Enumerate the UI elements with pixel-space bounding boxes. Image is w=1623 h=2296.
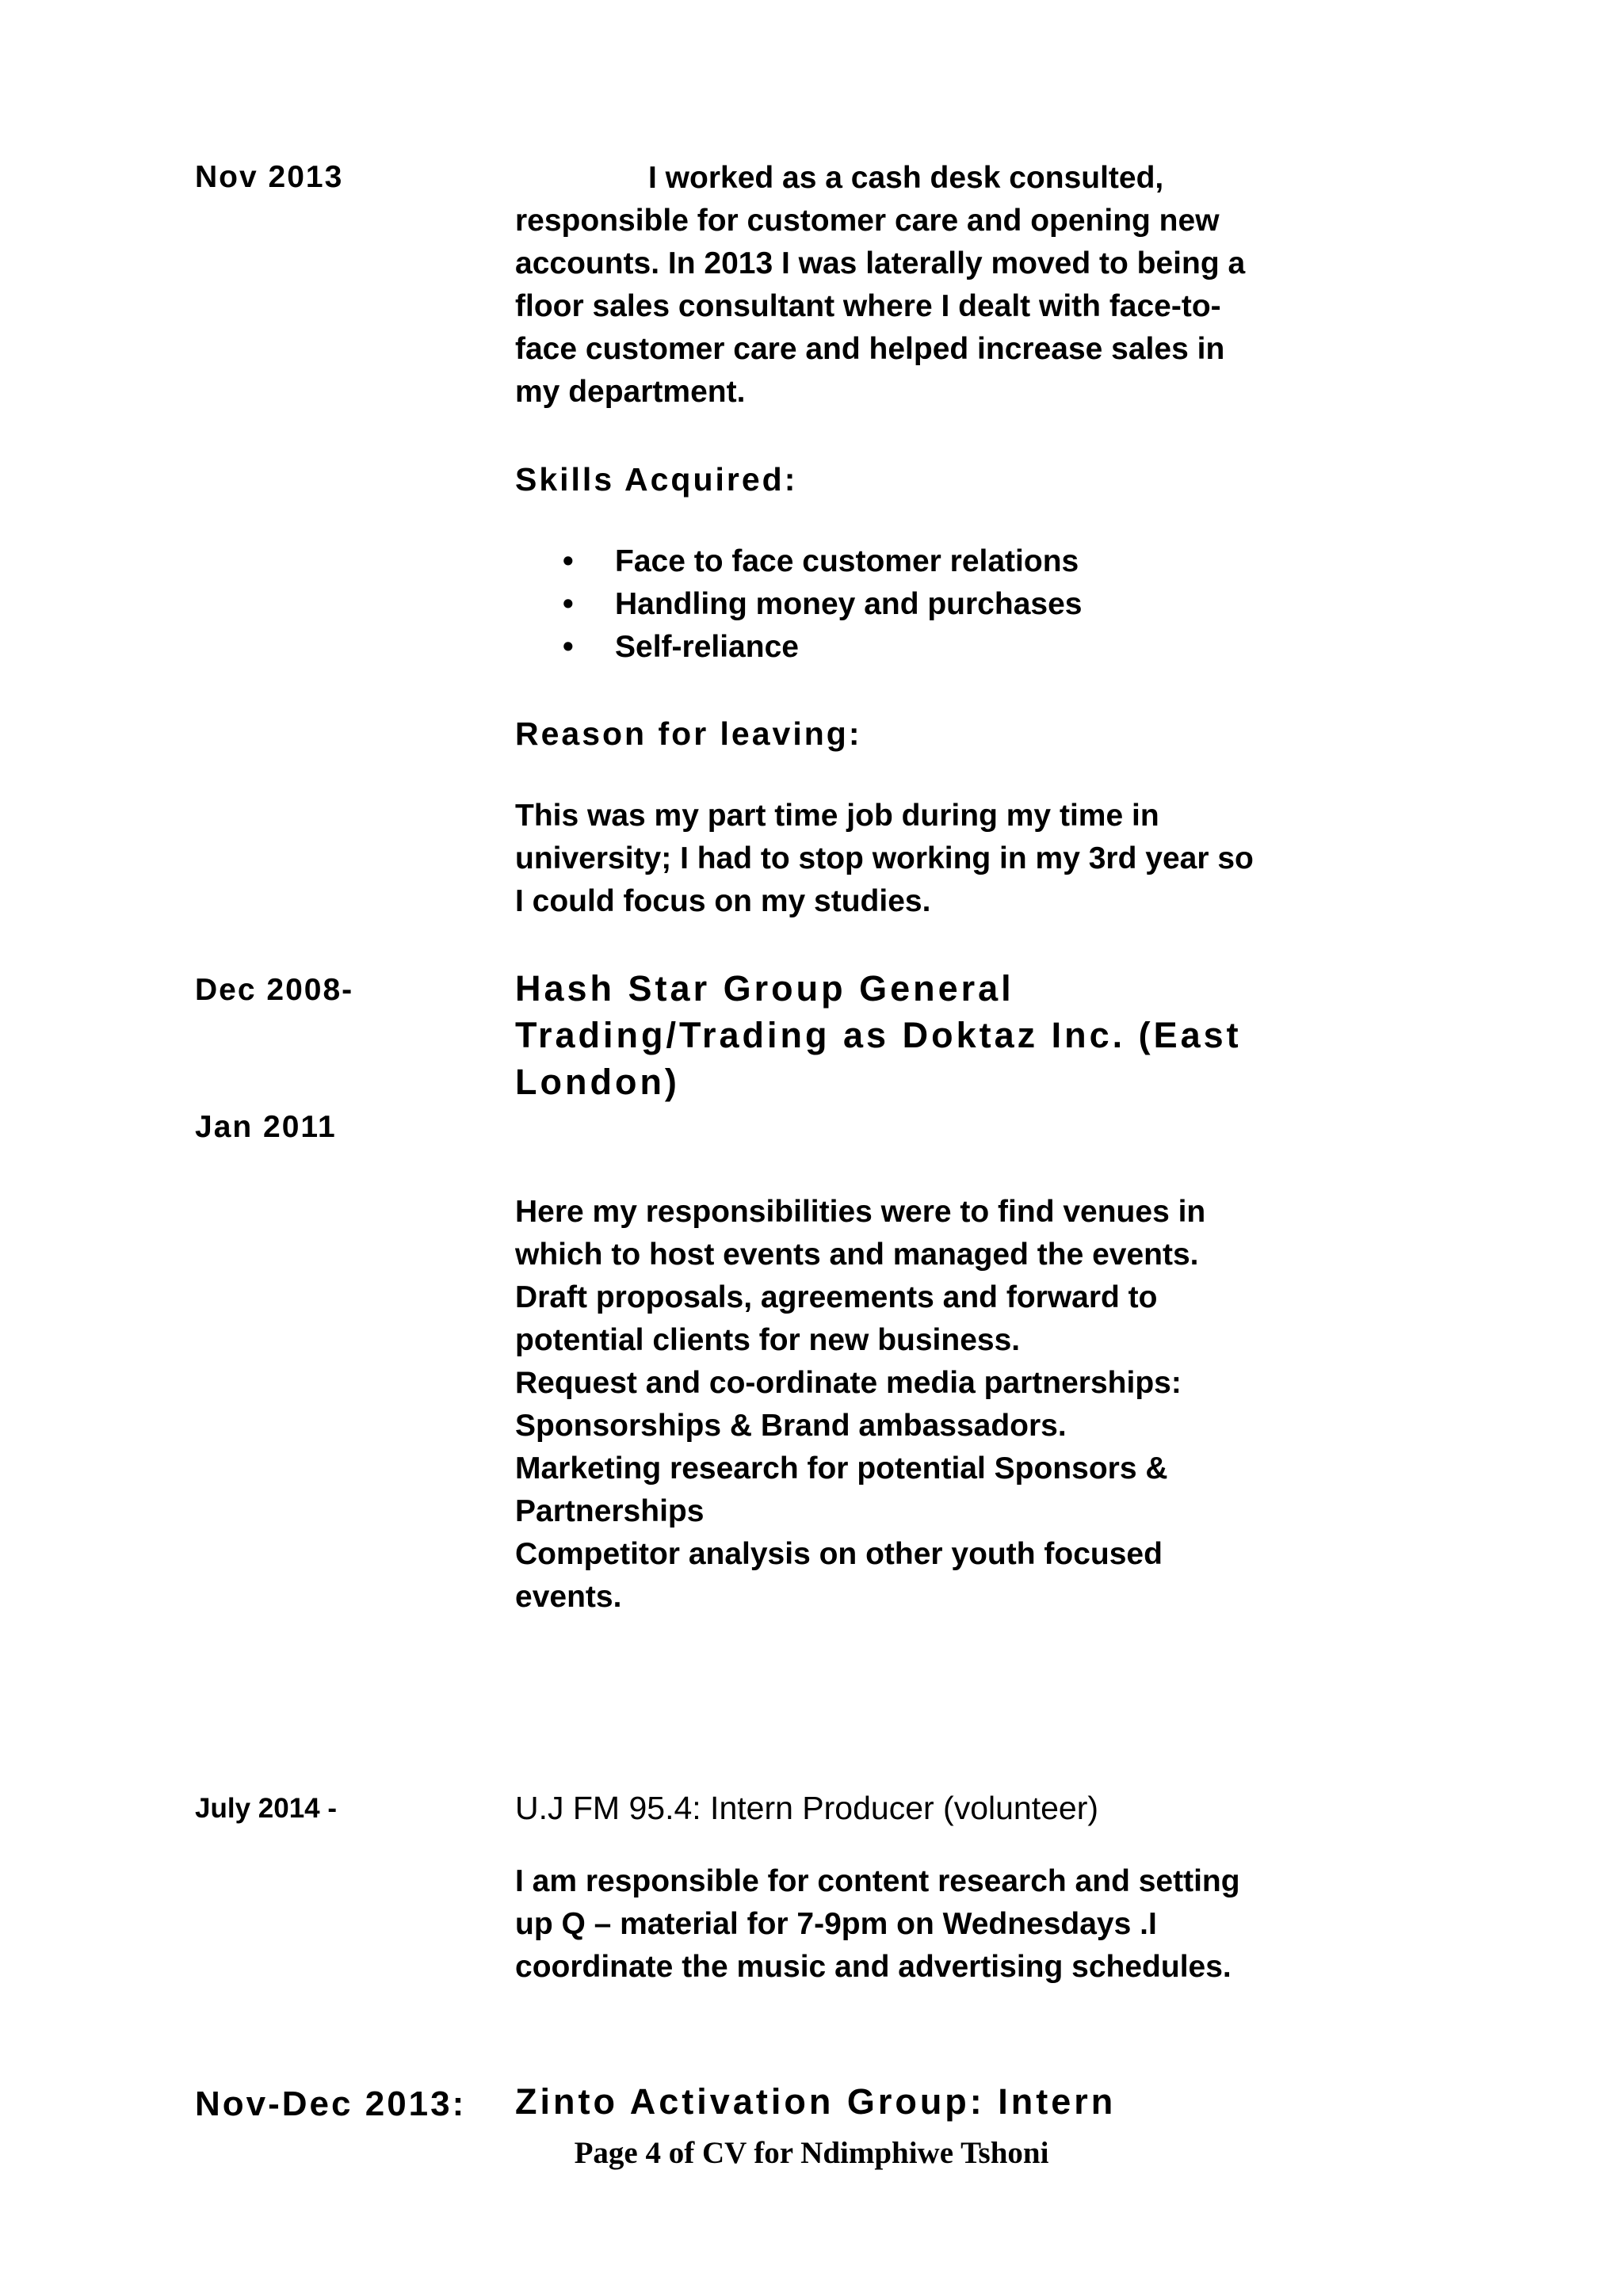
- description-line: I am responsible for content research and setting: [515, 1864, 1240, 1898]
- description-line: potential clients for new business.: [515, 1323, 1021, 1357]
- skill-item: • Self-reliance: [515, 626, 1411, 669]
- date-nov-dec-2013: Nov-Dec 2013:: [195, 2084, 467, 2123]
- description-line: face customer care and helped increase sales in: [515, 332, 1225, 366]
- zinto-title: Zinto Activation Group: Intern: [515, 2081, 1117, 2122]
- description-line: which to host events and managed the events.: [515, 1238, 1199, 1272]
- date-nov-2013: Nov 2013: [195, 160, 344, 194]
- date-jan-2011: Jan 2011: [195, 1110, 337, 1144]
- skills-list: [515, 540, 1411, 669]
- description-line: events.: [515, 1580, 622, 1614]
- skill-item: • Face to face customer relations: [515, 540, 1411, 583]
- reason-text: [515, 795, 1411, 923]
- title-line: Trading/Trading as Doktaz Inc. (East: [515, 1015, 1242, 1055]
- hash-star-description: [515, 1191, 1411, 1619]
- reason-line: university; I had to stop working in my 3rd year so: [515, 841, 1254, 875]
- description-line: Here my responsibilities were to find venues in: [515, 1195, 1206, 1229]
- page-footer: Page 4 of CV for Ndimphiwe Tshoni: [574, 2136, 1049, 2170]
- skill-item: • Handling money and purchases: [515, 583, 1411, 626]
- description-line: accounts. In 2013 I was laterally moved to being a: [515, 246, 1246, 280]
- description-line: Partnerships: [515, 1494, 705, 1528]
- skills-heading: Skills Acquired:: [515, 461, 798, 498]
- description-line: Draft proposals, agreements and forward to: [515, 1280, 1158, 1314]
- reason-line: I could focus on my studies.: [515, 884, 931, 918]
- cash-desk-description: [515, 157, 1411, 414]
- description-line: coordinate the music and advertising schedules.: [515, 1950, 1232, 1984]
- date-dec-2008: Dec 2008-: [195, 973, 354, 1007]
- description-line: my department.: [515, 375, 746, 409]
- title-line: Hash Star Group General: [515, 968, 1014, 1009]
- title-line: London): [515, 1062, 680, 1102]
- description-line: Marketing research for potential Sponsors &: [515, 1451, 1168, 1486]
- ujfm-title: U.J FM 95.4: Intern Producer (volunteer): [515, 1790, 1099, 1826]
- description-line: up Q – material for 7-9pm on Wednesdays .I: [515, 1907, 1157, 1941]
- description-line: Request and co-ordinate media partnerships:: [515, 1366, 1182, 1400]
- date-july-2014: July 2014 -: [195, 1793, 337, 1824]
- ujfm-description: [515, 1860, 1411, 1989]
- hash-star-title: [515, 965, 1411, 1105]
- description-line: I worked as a cash desk consulted,: [648, 161, 1164, 195]
- description-line: responsible for customer care and opening new: [515, 204, 1220, 238]
- description-line: Sponsorships & Brand ambassadors.: [515, 1409, 1067, 1443]
- description-line: Competitor analysis on other youth focused: [515, 1537, 1163, 1571]
- reason-heading: Reason for leaving:: [515, 715, 862, 752]
- reason-line: This was my part time job during my time in: [515, 799, 1159, 833]
- description-line: floor sales consultant where I dealt with face-to-: [515, 289, 1221, 323]
